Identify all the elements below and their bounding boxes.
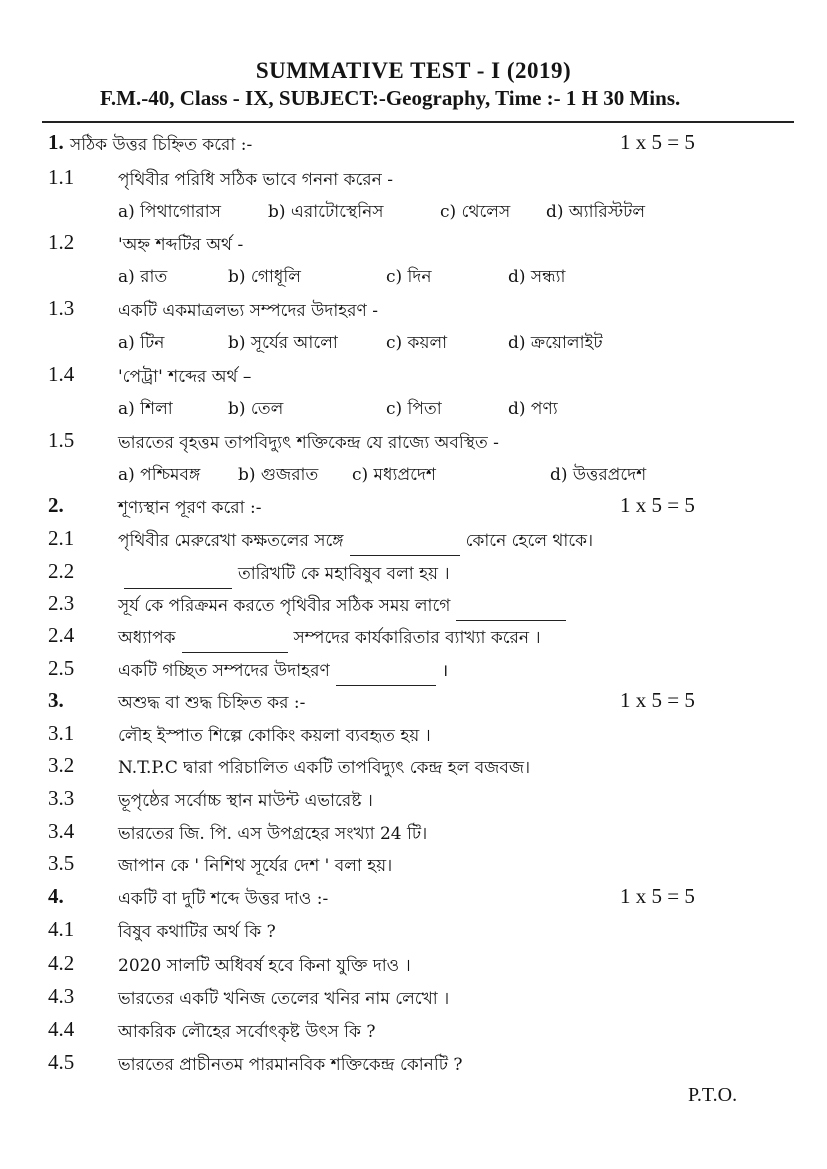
option-d: d) ক্রয়োলাইট bbox=[508, 333, 603, 353]
option-c: c) মধ্যপ্রদেশ bbox=[352, 465, 436, 485]
question-number: 1.2 bbox=[48, 230, 75, 254]
section-4-header bbox=[0, 884, 827, 918]
question-text bbox=[118, 625, 541, 653]
option-d: d) উত্তরপ্রদেশ bbox=[550, 465, 647, 485]
question-text: ভারতের জি. পি. এস উপগ্রহের সংখ্যা 24 টি। bbox=[118, 824, 428, 844]
option-b: b) এরাটোস্থেনিস bbox=[268, 202, 384, 222]
option-c: c) পিতা bbox=[386, 399, 442, 419]
section-number: 4. bbox=[48, 884, 64, 908]
answer-blank[interactable] bbox=[182, 634, 288, 653]
question-4-4 bbox=[0, 1017, 827, 1051]
option-b: b) তেল bbox=[228, 399, 284, 419]
section-marks: 1 x 5 = 5 bbox=[620, 688, 695, 712]
option-a: a) রাত bbox=[118, 267, 168, 287]
question-1-4 bbox=[0, 362, 827, 396]
answer-blank[interactable] bbox=[336, 667, 436, 686]
question-number: 4.1 bbox=[48, 917, 75, 941]
question-number: 4.4 bbox=[48, 1017, 75, 1041]
answer-blank[interactable] bbox=[456, 602, 566, 621]
please-turn-over: P.T.O. bbox=[688, 1084, 738, 1106]
question-1-1-options bbox=[118, 197, 758, 231]
question-text: 2020 সালটি অধিবর্ষ হবে কিনা যুক্তি দাও । bbox=[118, 956, 411, 976]
question-text: একটি একমাত্রলভ্য সম্পদের উদাহরণ - bbox=[118, 301, 378, 321]
section-heading: একটি বা দুটি শব্দে উত্তর দাও :- bbox=[118, 889, 329, 909]
question-text: 'পেট্রা' শব্দের অর্থ – bbox=[118, 367, 252, 387]
question-number: 2.3 bbox=[48, 591, 75, 615]
question-number: 1.1 bbox=[48, 165, 75, 189]
question-4-1 bbox=[0, 917, 827, 951]
question-2-2 bbox=[0, 559, 827, 593]
question-text bbox=[118, 528, 593, 556]
section-2-header bbox=[0, 493, 827, 527]
question-number: 4.3 bbox=[48, 984, 75, 1008]
question-text: লৌহ ইস্পাত শিল্পে কোকিং কয়লা ব্যবহৃত হয় । bbox=[118, 726, 431, 746]
question-2-3 bbox=[0, 591, 827, 625]
question-1-5 bbox=[0, 428, 827, 462]
exam-details: F.M.-40, Class - IX, SUBJECT:-Geography, Time :- 1 H 30 Mins. bbox=[100, 86, 681, 110]
question-number: 3.4 bbox=[48, 819, 75, 843]
section-marks: 1 x 5 = 5 bbox=[620, 884, 695, 908]
section-number: 2. bbox=[48, 493, 64, 517]
question-number: 4.5 bbox=[48, 1050, 75, 1074]
question-number: 4.2 bbox=[48, 951, 75, 975]
option-b: b) গোধূলি bbox=[228, 267, 301, 287]
answer-blank[interactable] bbox=[124, 570, 232, 589]
question-number: 1.5 bbox=[48, 428, 75, 452]
question-2-5 bbox=[0, 656, 827, 690]
question-4-3 bbox=[0, 984, 827, 1018]
question-text-after: । bbox=[441, 661, 449, 681]
option-a: a) শিলা bbox=[118, 399, 173, 419]
question-text-after: সম্পদের কার্যকারিতার ব্যাখ্যা করেন । bbox=[293, 628, 541, 648]
question-text: N.T.P.C দ্বারা পরিচালিত একটি তাপবিদ্যুৎ কেন্দ্র হল বজবজ। bbox=[118, 758, 531, 778]
section-1-header bbox=[0, 130, 827, 164]
question-text bbox=[118, 561, 450, 589]
question-1-5-options bbox=[118, 460, 758, 494]
question-text: ভারতের প্রাচীনতম পারমানবিক শক্তিকেন্দ্র কোনটি ? bbox=[118, 1055, 463, 1075]
section-heading: অশুদ্ধ বা শুদ্ধ চিহ্নিত কর :- bbox=[118, 693, 306, 713]
question-4-5 bbox=[0, 1050, 827, 1084]
exam-title: SUMMATIVE TEST - I (2019) bbox=[255, 58, 572, 83]
question-number: 2.5 bbox=[48, 656, 75, 680]
question-number: 1.4 bbox=[48, 362, 75, 386]
question-1-1 bbox=[0, 165, 827, 199]
option-b: b) সূর্যের আলো bbox=[228, 333, 338, 353]
question-text: পৃথিবীর পরিধি সঠিক ভাবে গননা করেন - bbox=[118, 170, 393, 190]
question-3-3 bbox=[0, 786, 827, 820]
question-2-1 bbox=[0, 526, 827, 560]
option-c: c) থেলেস bbox=[440, 202, 511, 222]
option-a: a) পশ্চিমবঙ্গ bbox=[118, 465, 201, 485]
section-marks: 1 x 5 = 5 bbox=[620, 493, 695, 517]
question-1-3 bbox=[0, 296, 827, 330]
option-b: b) গুজরাত bbox=[238, 465, 319, 485]
question-text bbox=[118, 658, 448, 686]
option-d: d) অ্যারিস্টটল bbox=[546, 202, 646, 222]
question-3-1 bbox=[0, 721, 827, 755]
question-text: ভূপৃষ্ঠের সর্বোচ্চ স্থান মাউন্ট এভারেষ্ট । bbox=[118, 791, 373, 811]
section-number: 3. bbox=[48, 688, 64, 712]
section-number: 1. bbox=[48, 130, 64, 154]
question-3-2 bbox=[0, 753, 827, 787]
section-heading: শূণ্যস্থান পূরণ করো :- bbox=[118, 498, 262, 518]
option-a: a) টিন bbox=[118, 333, 165, 353]
question-text: আকরিক লৌহের সর্বোৎকৃষ্ট উৎস কি ? bbox=[118, 1022, 376, 1042]
question-text: 'অহ্ন শব্দটির অর্থ - bbox=[118, 235, 244, 255]
question-number: 1.3 bbox=[48, 296, 75, 320]
question-1-2 bbox=[0, 230, 827, 264]
question-text-before: পৃথিবীর মেরুরেখা কক্ষতলের সঙ্গে bbox=[118, 531, 344, 551]
option-c: c) দিন bbox=[386, 267, 432, 287]
question-text-before: সূর্য কে পরিক্রমন করতে পৃথিবীর সঠিক সময় লাগে bbox=[118, 596, 451, 616]
question-number: 3.1 bbox=[48, 721, 75, 745]
option-a: a) পিথাগোরাস bbox=[118, 202, 221, 222]
question-text bbox=[118, 593, 572, 621]
question-text-before: একটি গচ্ছিত সম্পদের উদাহরণ bbox=[118, 661, 330, 681]
header-divider bbox=[42, 121, 794, 123]
section-marks: 1 x 5 = 5 bbox=[620, 130, 695, 154]
question-2-4 bbox=[0, 623, 827, 657]
question-number: 3.5 bbox=[48, 851, 75, 875]
question-number: 2.4 bbox=[48, 623, 75, 647]
section-3-header bbox=[0, 688, 827, 722]
question-text: জাপান কে ' নিশিথ সূর্যের দেশ ' বলা হয়। bbox=[118, 856, 393, 876]
section-heading: সঠিক উত্তর চিহ্নিত করো :- bbox=[70, 135, 253, 155]
question-text-after: তারিখটি কে মহাবিষুব বলা হয় । bbox=[238, 564, 450, 584]
option-d: d) পণ্য bbox=[508, 399, 558, 419]
question-number: 2.2 bbox=[48, 559, 75, 583]
question-1-4-options bbox=[118, 394, 758, 428]
question-text-before: অধ্যাপক bbox=[118, 628, 176, 648]
question-number: 3.2 bbox=[48, 753, 75, 777]
question-4-2 bbox=[0, 951, 827, 985]
question-text: ভারতের বৃহত্তম তাপবিদ্যুৎ শক্তিকেন্দ্র যে রাজ্যে অবস্থিত - bbox=[118, 433, 499, 453]
question-1-2-options bbox=[118, 262, 758, 296]
question-text: বিষুব কথাটির অর্থ কি ? bbox=[118, 922, 276, 942]
question-number: 2.1 bbox=[48, 526, 75, 550]
option-d: d) সন্ধ্যা bbox=[508, 267, 566, 287]
question-text: ভারতের একটি খনিজ তেলের খনির নাম লেখো । bbox=[118, 989, 450, 1009]
question-3-5 bbox=[0, 851, 827, 885]
answer-blank[interactable] bbox=[350, 537, 460, 556]
option-c: c) কয়লা bbox=[386, 333, 448, 353]
question-3-4 bbox=[0, 819, 827, 853]
question-number: 3.3 bbox=[48, 786, 75, 810]
question-text-after: কোনে হেলে থাকে। bbox=[465, 531, 594, 551]
question-1-3-options bbox=[118, 328, 758, 362]
